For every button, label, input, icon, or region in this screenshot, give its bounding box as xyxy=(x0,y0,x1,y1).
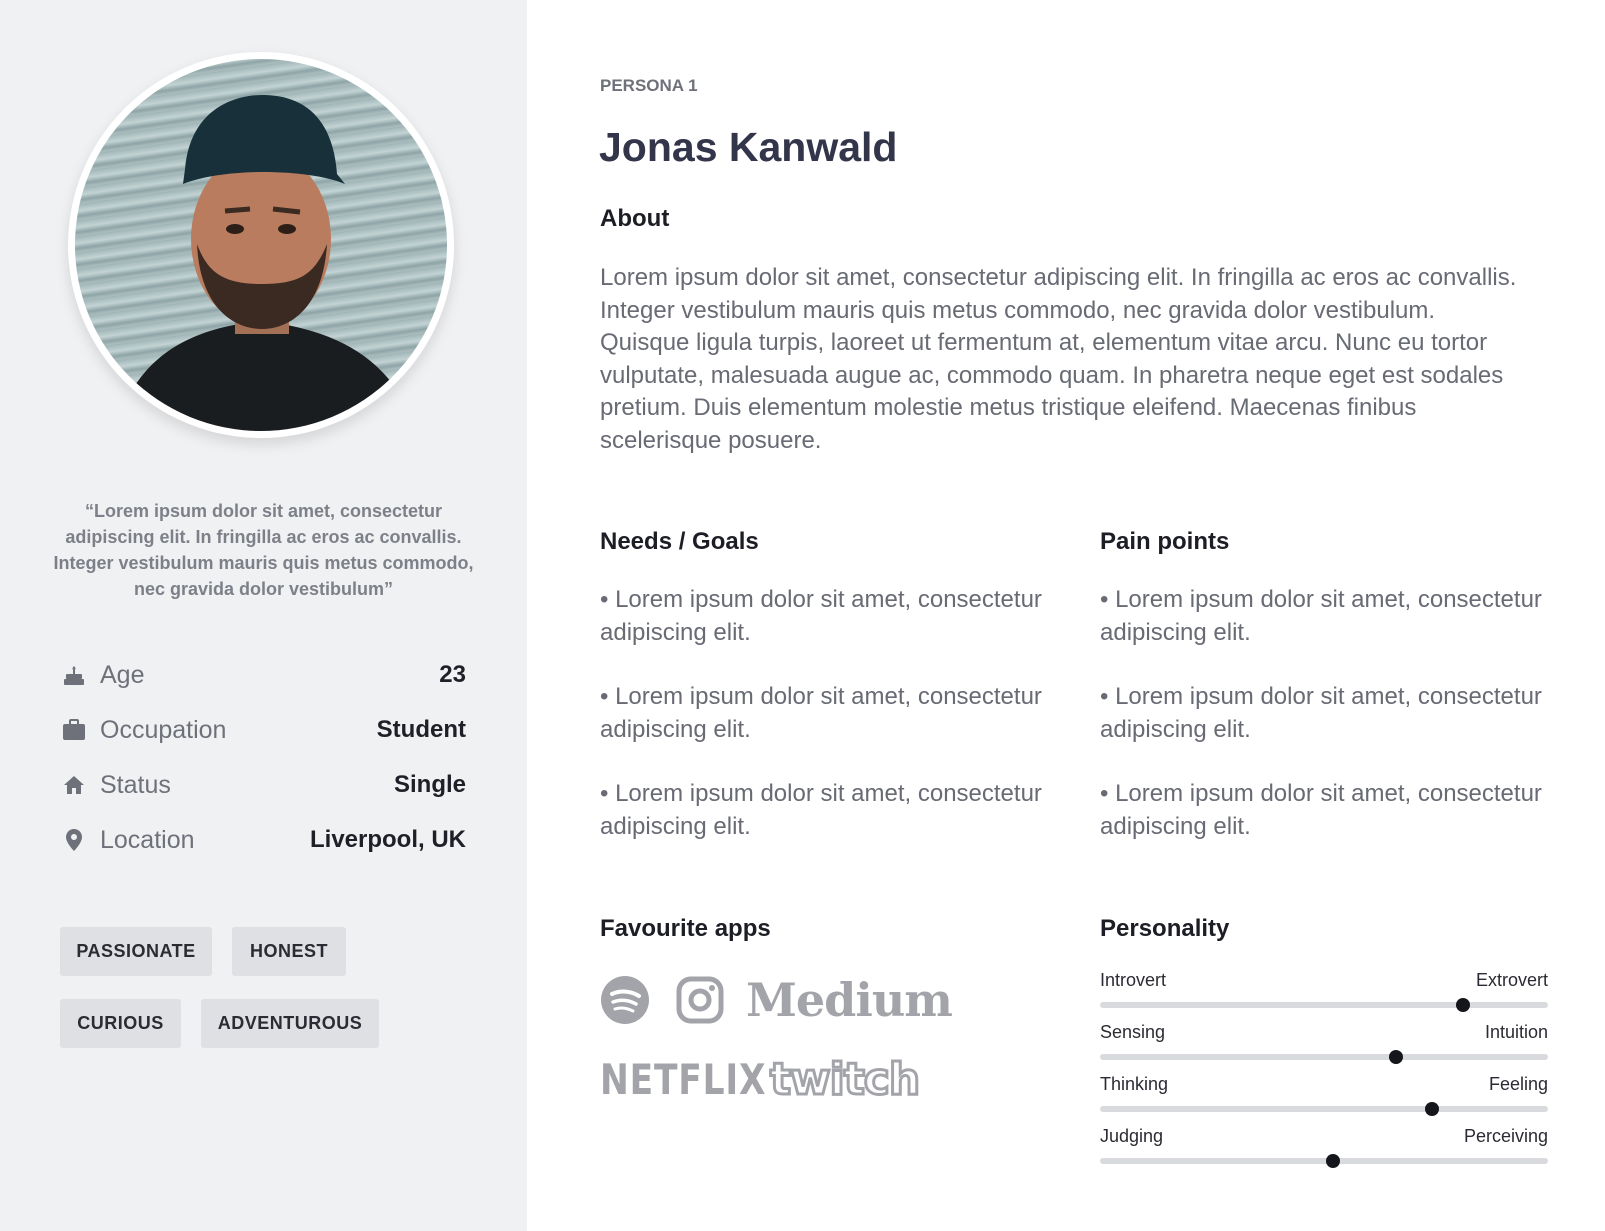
needs-heading: Needs / Goals xyxy=(600,528,759,555)
trait-left-label: Thinking xyxy=(1100,1074,1169,1094)
trait-right-label: Perceiving xyxy=(1463,1126,1548,1146)
trait-right-label: Extrovert xyxy=(1475,970,1548,990)
location-pin-icon xyxy=(62,828,86,852)
attribute-label: Status xyxy=(100,770,171,799)
trait-slider-track[interactable] xyxy=(1100,1158,1548,1164)
trait-left-label: Introvert xyxy=(1100,970,1167,990)
attribute-value: Student xyxy=(376,716,466,743)
medium-logo-text: Medium xyxy=(746,973,952,1027)
instagram-icon xyxy=(675,975,725,1025)
medium-logo xyxy=(746,972,952,1028)
attribute-label: Location xyxy=(100,825,195,854)
pain-point-item: • Lorem ipsum dolor sit amet, consectetur adipiscing elit. xyxy=(1100,780,1542,840)
tag-honest: HONEST xyxy=(232,927,346,976)
person-photo-illustration xyxy=(75,59,447,431)
trait-slider-knob[interactable] xyxy=(1326,1154,1340,1168)
twitch-logo xyxy=(770,1052,919,1106)
trait-left-label: Judging xyxy=(1100,1126,1164,1146)
trait-right-label: Intuition xyxy=(1484,1022,1548,1042)
pain-point-item: • Lorem ipsum dolor sit amet, consectetur adipiscing elit. xyxy=(1100,586,1542,646)
about-text: Lorem ipsum dolor sit amet, consectetur adipiscing elit. In fringilla ac eros ac convallis. Integer vestibulum mauris quis metus commodo, nec gravida dolor vestibulum. Quisque ligula turpis, laoreet ut fermentum at, elementum vitae arcu. Nunc eu tortor vulputate, malesuada augue ac, commodo quam. In pharetra neque eget est sodales pretium. Duis elementum molestie metus tristique eleifend. Maecenas finibus scelerisque posuere. xyxy=(600,264,1517,454)
trait-left-label: Sensing xyxy=(1100,1022,1166,1042)
pain-point-item: • Lorem ipsum dolor sit amet, consectetur adipiscing elit. xyxy=(1100,683,1542,743)
tag-adventurous: ADVENTUROUS xyxy=(201,999,379,1048)
cake-icon xyxy=(62,663,86,687)
trait-slider-knob[interactable] xyxy=(1425,1102,1439,1116)
trait-slider-knob[interactable] xyxy=(1389,1050,1403,1064)
avatar-photo xyxy=(75,59,447,431)
persona-quote: “Lorem ipsum dolor sit amet, consectetur adipiscing elit. In fringilla ac eros ac convallis. Integer vestibulum mauris quis metus commodo, nec gravida dolor vestibulum” xyxy=(53,501,474,599)
persona-name: Jonas Kanwald xyxy=(599,124,898,170)
trait-slider-track[interactable] xyxy=(1100,1106,1548,1112)
needs-item: • Lorem ipsum dolor sit amet, consectetur adipiscing elit. xyxy=(600,780,1042,840)
home-icon xyxy=(62,773,86,797)
trait-slider-knob[interactable] xyxy=(1456,998,1470,1012)
needs-item: • Lorem ipsum dolor sit amet, consectetur adipiscing elit. xyxy=(600,683,1042,743)
attribute-row-age xyxy=(62,658,466,692)
profile-sidebar xyxy=(0,0,527,1231)
attribute-row-status xyxy=(62,768,466,802)
netflix-logo-text: NETFLIX xyxy=(600,1054,767,1104)
personality-heading: Personality xyxy=(1100,915,1230,942)
attribute-value: 23 xyxy=(439,661,466,688)
needs-item: • Lorem ipsum dolor sit amet, consectetur adipiscing elit. xyxy=(600,586,1042,646)
attribute-value: Liverpool, UK xyxy=(309,826,466,853)
pain-points-heading: Pain points xyxy=(1100,528,1230,555)
trait-slider-track[interactable] xyxy=(1100,1002,1548,1008)
spotify-icon xyxy=(600,975,650,1025)
tag-passionate: PASSIONATE xyxy=(60,927,212,976)
persona-number: PERSONA 1 xyxy=(600,76,698,95)
attribute-label: Occupation xyxy=(100,715,227,744)
attribute-row-occupation xyxy=(62,713,466,747)
apps-heading: Favourite apps xyxy=(600,915,771,942)
twitch-logo-text: twitch xyxy=(770,1053,920,1105)
trait-slider-track[interactable] xyxy=(1100,1054,1548,1060)
attribute-row-location xyxy=(62,823,466,857)
briefcase-icon xyxy=(62,718,86,742)
tag-curious: CURIOUS xyxy=(60,999,181,1048)
attribute-value: Single xyxy=(393,771,466,798)
trait-right-label: Feeling xyxy=(1488,1074,1548,1094)
about-heading: About xyxy=(600,205,670,232)
attribute-label: Age xyxy=(100,660,145,689)
avatar xyxy=(68,52,454,438)
